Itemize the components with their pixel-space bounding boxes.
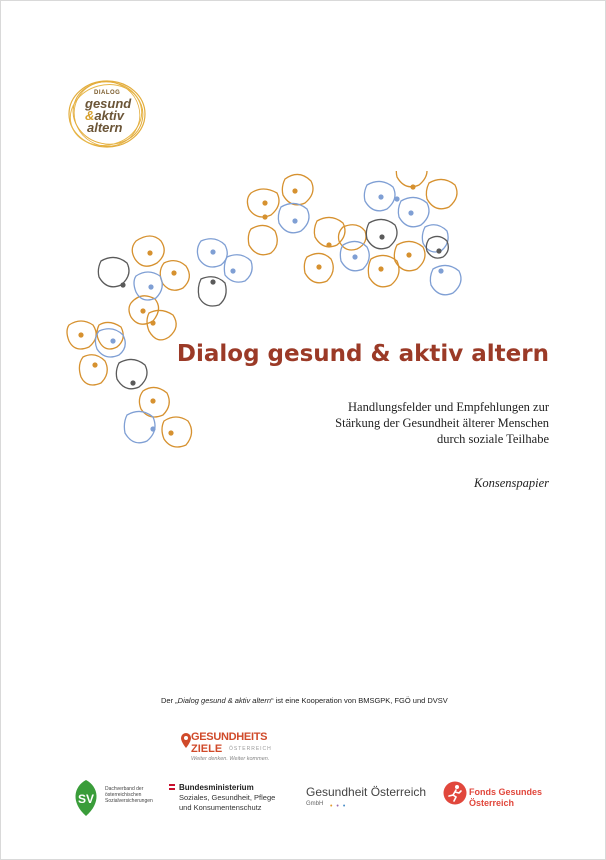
goeg-logo — [306, 785, 427, 810]
gesundheitsziele-text: GESUNDHEITS — [191, 731, 268, 743]
map-pin-icon — [181, 733, 191, 749]
dialog-logo — [65, 77, 149, 151]
goeg-dots: • • • — [330, 803, 347, 810]
subtitle-line: Stärkung der Gesundheit älterer Menschen — [335, 416, 549, 430]
logo-dialog-text: DIALOG — [94, 90, 121, 96]
fgoe-logo — [443, 781, 543, 810]
logo-aktiv-line: &aktiv — [85, 108, 125, 123]
fgoe-name-line1: Fonds Gesundes — [469, 787, 543, 797]
goeg-name: Gesundheit Österreich — [306, 785, 427, 799]
document-type: Konsenspapier — [474, 476, 549, 490]
sv-logo — [71, 779, 153, 822]
fgoe-name-line2: Österreich — [469, 798, 515, 808]
goeg-sub: GmbH — [306, 801, 324, 807]
fgoe-runner-icon — [443, 781, 467, 805]
sv-text: Dachverband der österreichischen Sozialversicherungen — [105, 786, 153, 804]
ministry-name: Soziales, Gesundheit, Pflege und Konsumentenschutz — [179, 793, 276, 812]
ministry-title: Bundesministerium — [179, 783, 254, 792]
sv-leaf-icon — [71, 779, 101, 817]
subtitle-line: durch soziale Teilhabe — [436, 432, 549, 446]
logo-altern-text: altern — [87, 120, 123, 135]
logo-gesund-text: gesund — [85, 96, 132, 111]
document-subtitle — [261, 399, 549, 447]
gesundheitsziele-tagline: Weiter denken. Weiter kommen. — [191, 756, 270, 762]
subtitle-line: Handlungsfelder und Empfehlungen zur — [348, 400, 549, 414]
ziele-text: ZIELE — [191, 743, 223, 755]
oesterreich-text: ÖSTERREICH — [229, 746, 272, 752]
cooperation-name: Dialog gesund & aktiv altern — [177, 696, 272, 705]
austria-flag-icon — [169, 784, 175, 790]
document-title: Dialog gesund & aktiv altern — [176, 341, 549, 367]
svg-text:SV: SV — [77, 792, 95, 806]
cooperation-note: Der „Dialog gesund & aktiv altern“ ist eine Kooperation von BMSGPK, FGÖ und DVSV — [161, 696, 448, 705]
